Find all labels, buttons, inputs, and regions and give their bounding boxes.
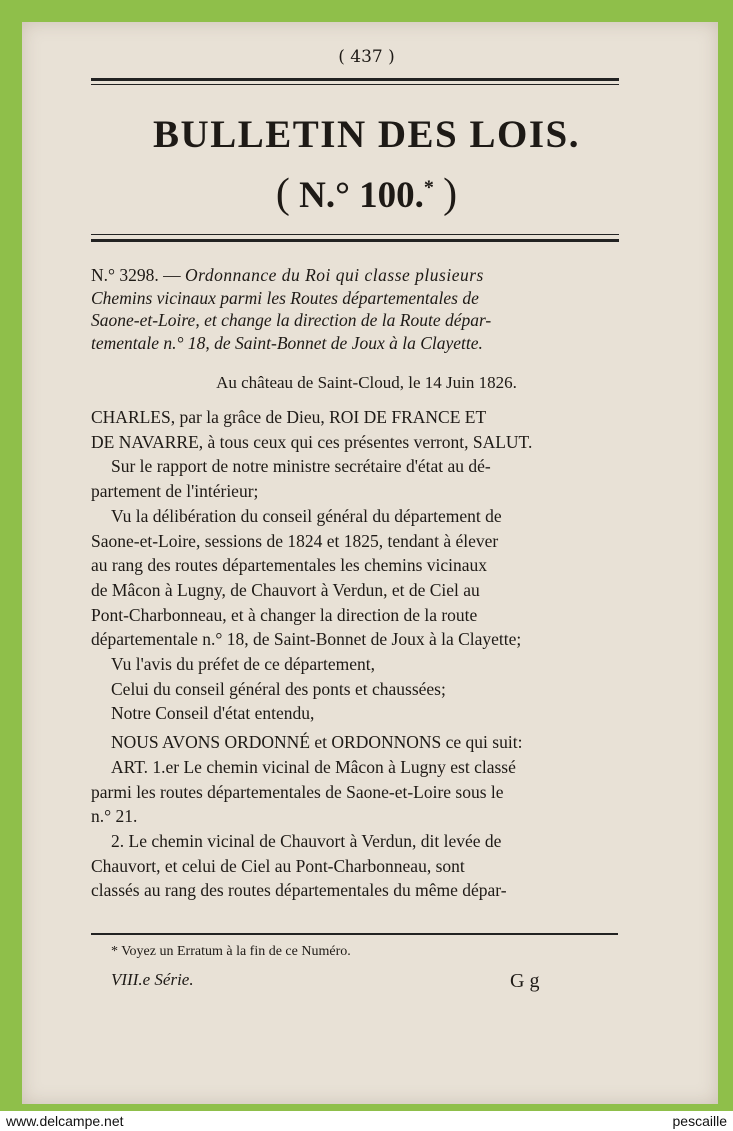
footnote-rule — [91, 933, 618, 935]
series-label: VIII.e Série. — [111, 970, 194, 989]
dateline: Au château de Saint-Cloud, le 14 Juin 1826. — [216, 373, 517, 392]
bulletin-title: BULLETIN DES LOIS. — [153, 113, 580, 156]
ordinance-number: N.° 3298. — — [91, 265, 181, 285]
mid-rule-thin — [91, 234, 619, 235]
body-line-3: Sur le rapport de notre ministre secrétaire d'état au dé- — [111, 456, 491, 477]
body-line-13: Notre Conseil d'état entendu, — [111, 703, 315, 724]
ordinance-body — [91, 405, 622, 903]
body-line-8: de Mâcon à Lugny, de Chauvort à Verdun, et de Ciel au — [91, 579, 480, 600]
body-line-20: classés au rang des routes départementales du même dépar- — [91, 880, 507, 901]
watermark-strip — [0, 1111, 733, 1131]
body-line-2: DE NAVARRE, à tous ceux qui ces présentes verront, SALUT. — [91, 431, 533, 452]
heading-line-4: tementale n.° 18, de Saint-Bonnet de Joux à la Clayette. — [91, 332, 483, 353]
issue-open-paren: ( — [275, 171, 290, 217]
issue-star: * — [423, 176, 434, 199]
body-line-10: départementale n.° 18, de Saint-Bonnet de Joux à la Clayette; — [91, 629, 522, 650]
top-rule-thick — [91, 78, 619, 81]
footnote: * Voyez un Erratum à la fin de ce Numéro. — [111, 944, 351, 959]
top-rule-thin — [91, 84, 619, 85]
body-line-17: n.° 21. — [91, 806, 138, 827]
body-line-9: Pont-Charbonneau, et à changer la direction de la route — [91, 604, 478, 625]
signature-mark: G g — [510, 970, 540, 992]
issue-close-paren: ) — [443, 171, 458, 217]
watermark-left: www.delcampe.net — [6, 1113, 124, 1129]
body-line-14: NOUS AVONS ORDONNÉ et ORDONNONS ce qui suit: — [111, 732, 523, 753]
body-line-12: Celui du conseil général des ponts et chaussées; — [111, 678, 446, 699]
heading-line-1: Ordonnance du Roi qui classe plusieurs — [185, 265, 484, 285]
body-line-11: Vu l'avis du préfet de ce département, — [111, 654, 376, 675]
page-number: ( 437 ) — [338, 47, 395, 67]
body-line-16: parmi les routes départementales de Saone-et-Loire sous le — [91, 781, 504, 802]
body-line-19: Chauvort, et celui de Ciel au Pont-Charbonneau, sont — [91, 855, 465, 876]
issue-number — [0, 170, 733, 218]
heading-line-2: Chemins vicinaux parmi les Routes départementales de — [91, 287, 479, 308]
heading-line-3: Saone-et-Loire, et change la direction de la Route dépar- — [91, 310, 492, 330]
body-line-4: partement de l'intérieur; — [91, 481, 259, 502]
watermark-right: pescaille — [672, 1113, 727, 1129]
body-line-1: CHARLES, par la grâce de Dieu, ROI DE FRANCE ET — [91, 407, 487, 427]
body-line-6: Saone-et-Loire, sessions de 1824 et 1825, tendant à élever — [91, 530, 499, 551]
ordinance-heading — [91, 264, 621, 354]
body-line-15: ART. 1.er Le chemin vicinal de Mâcon à Lugny est classé — [111, 756, 516, 777]
body-line-18: 2. Le chemin vicinal de Chauvort à Verdun, dit levée de — [111, 830, 502, 851]
issue-label: N.° 100. — [299, 175, 424, 216]
body-line-7: au rang des routes départementales les chemins vicinaux — [91, 555, 488, 576]
mid-rule-thick — [91, 239, 619, 242]
body-line-5: Vu la délibération du conseil général du département de — [111, 505, 502, 526]
